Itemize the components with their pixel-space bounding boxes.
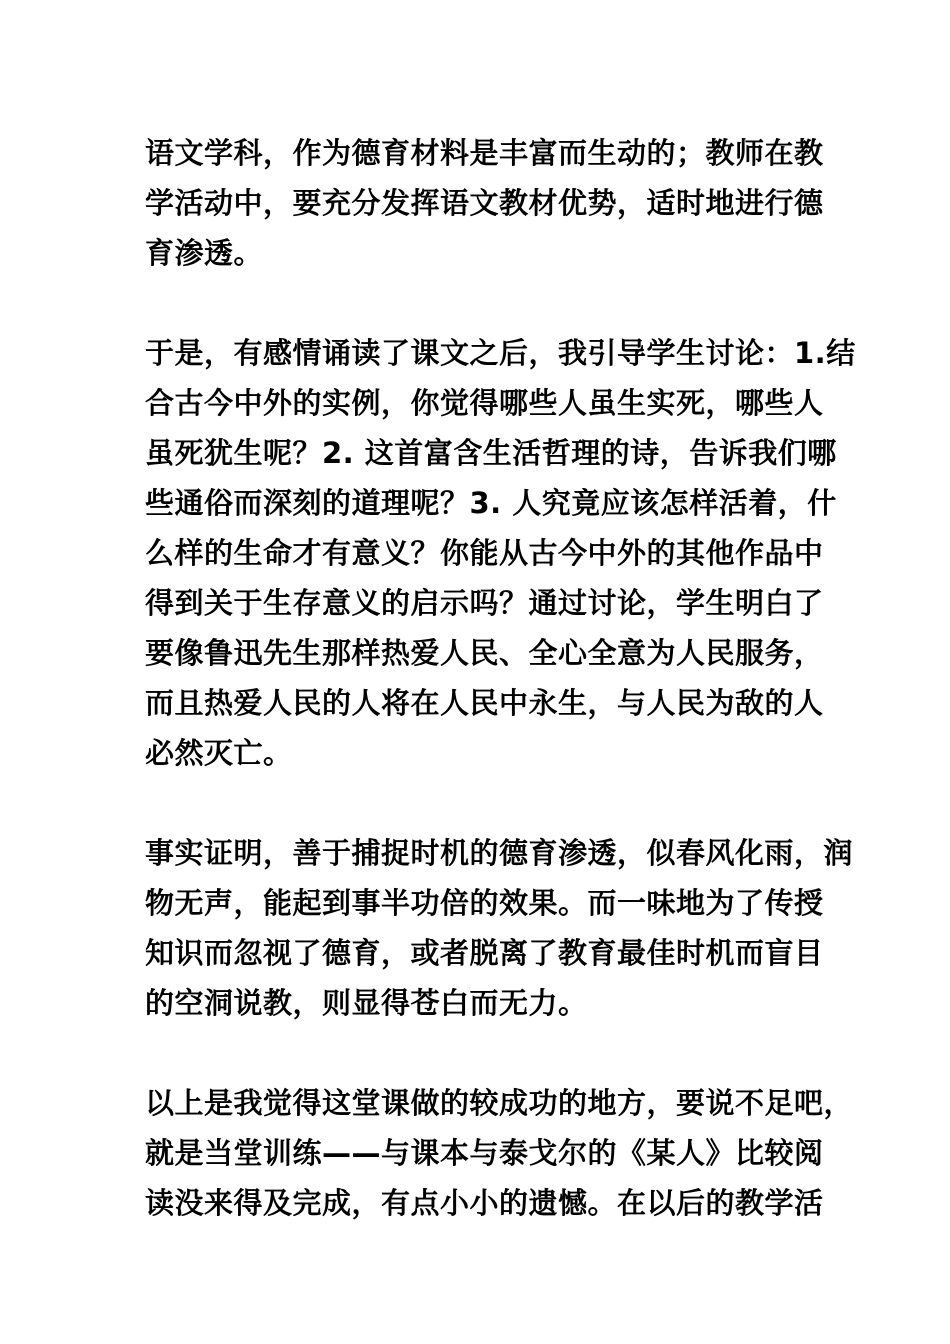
text-line: 知识而忽视了德育，或者脱离了教育最佳时机而盲目: [145, 936, 824, 970]
text-line: 就是当堂训练——与课本与泰戈尔的《某人》比较阅: [145, 1136, 824, 1170]
text-line: 的空洞说教，则显得苍白而无力。: [145, 986, 588, 1020]
text-line: 得到关于生存意义的启示吗？通过讨论，学生明白了: [145, 586, 824, 620]
text-line: 合古今中外的实例，你觉得哪些人虽生实死，哪些人: [145, 386, 824, 420]
text-line: 么样的生命才有意义？你能从古今中外的其他作品中: [145, 536, 824, 570]
text-line: 物无声，能起到事半功倍的效果。而一味地为了传授: [145, 886, 824, 920]
text-line: 虽死犹生呢？2. 这首富含生活哲理的诗，告诉我们哪: [145, 436, 837, 470]
text-line: 而且热爱人民的人将在人民中永生，与人民为敌的人: [145, 686, 824, 720]
text-line: 育渗透。: [145, 236, 264, 270]
text-line: 学活动中，要充分发挥语文教材优势，适时地进行德: [145, 186, 824, 220]
paragraph-1: [145, 128, 824, 278]
text-line: 以上是我觉得这堂课做的较成功的地方，要说不足吧，: [145, 1086, 854, 1120]
paragraph-4: [145, 1078, 854, 1228]
text-line: 语文学科，作为德育材料是丰富而生动的；教师在教: [145, 136, 824, 170]
paragraph-2: [145, 328, 856, 778]
text-line: 于是，有感情诵读了课文之后，我引导学生讨论：1.结: [145, 336, 856, 370]
text-line: 些通俗而深刻的道理呢？3. 人究竟应该怎样活着，什: [145, 486, 837, 520]
paragraph-3: [145, 828, 854, 1028]
text-line: 读没来得及完成，有点小小的遗憾。在以后的教学活: [145, 1186, 824, 1220]
text-line: 事实证明，善于捕捉时机的德育渗透，似春风化雨，润: [145, 836, 854, 870]
text-line: 必然灭亡。: [145, 736, 293, 770]
text-line: 要像鲁迅先生那样热爱人民、全心全意为人民服务，: [145, 636, 824, 670]
document-body: [145, 128, 856, 1278]
